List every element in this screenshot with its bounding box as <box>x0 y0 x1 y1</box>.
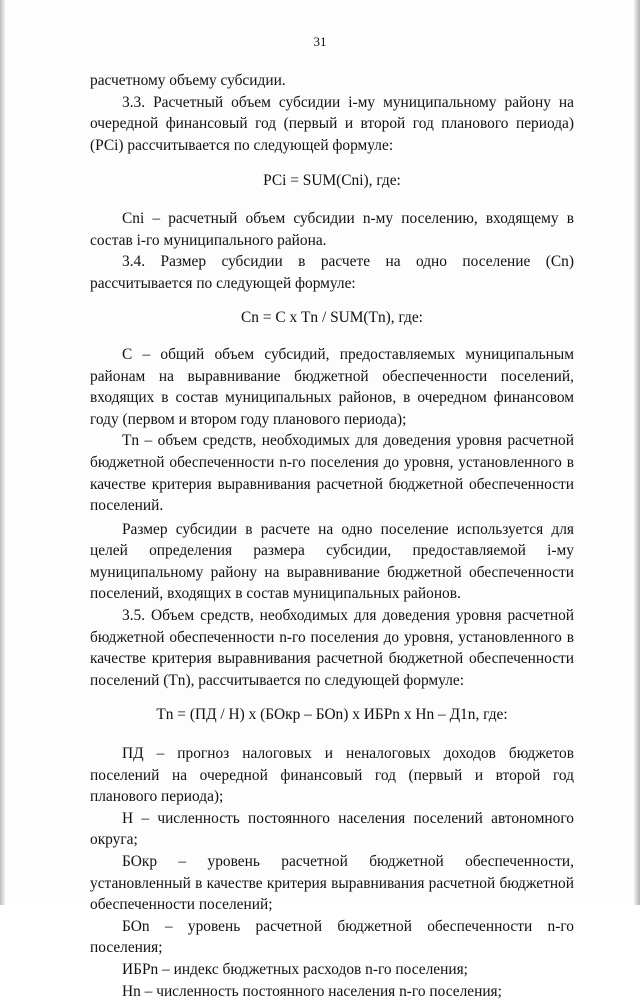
paragraph: БОкр – уровень расчетной бюджетной обеспеченности, установленный в качестве критерия выравнивания расчетной бюджетной обеспеченности поселений; <box>90 853 574 914</box>
paragraph: Тn – объем средств, необходимых для доведения уровня расчетной бюджетной обеспеченности n-го поселения до уровня, установленного в качестве критерия выравнивания расчетной бюджетной обеспеченности поселений. <box>90 432 574 515</box>
formula: Тn = (ПД / Н) x (БОкр – БОn) x ИБРn x Нn – Д1n, где: <box>156 706 508 724</box>
paragraph: 3.3. Расчетный объем субсидии i-му муниципальному району на очередной финансовый год (первый и второй год планового периода) (РСi) рассчитывается по следующей формуле: <box>90 93 574 154</box>
scan-edge-right <box>634 0 640 905</box>
document-body <box>90 70 574 1002</box>
paragraph: ПД – прогноз налоговых и неналоговых доходов бюджетов поселений на очередной финансовый год (первый и второй год планового периода); <box>90 745 574 806</box>
paragraph: БОn – уровень расчетной бюджетной обеспеченности n-го поселения; <box>90 917 574 957</box>
paragraph: Сni – расчетный объем субсидии n-му поселению, входящему в состав i-го муниципального района. <box>90 209 574 249</box>
formula: РСi = SUM(Сni), где: <box>263 172 401 190</box>
formula: Сn = С x Тn / SUM(Тn), где: <box>241 309 423 327</box>
paragraph: Н – численность постоянного населения поселений автономного округа; <box>90 809 574 849</box>
paragraph: Размер субсидии в расчете на одно поселение используется для целей определения размера субсидии, предоставляемой i-му муниципальному району на выравнивание бюджетной обеспеченности поселений, входящих в состав муниципальных районов. <box>90 520 574 603</box>
page-number: 31 <box>313 34 327 49</box>
paragraph: Нn – численность постоянного населения n-го поселения; <box>122 982 502 1000</box>
paragraph: ИБРn – индекс бюджетных расходов n-го поселения; <box>122 960 468 978</box>
paragraph: расчетному объему субсидии. <box>90 72 286 89</box>
paragraph: 3.4. Размер субсидии в расчете на одно поселение (Сn) рассчитывается по следующей формуле: <box>90 253 574 292</box>
paragraph: С – общий объем субсидий, предоставляемых муниципальным районам на выравнивание бюджетной обеспеченности поселений, входящих в состав муниципальных районов, в очередном финансовом году (первом и втором году планового периода); <box>90 345 574 428</box>
paragraph: 3.5. Объем средств, необходимых для доведения уровня расчетной бюджетной обеспеченности n-го поселения до уровня, установленного в качестве критерия выравнивания расчетной бюджетной обеспеченности поселений (Тn), рассчитывается по следующей формуле: <box>90 607 574 689</box>
scan-edge-left <box>0 0 5 905</box>
